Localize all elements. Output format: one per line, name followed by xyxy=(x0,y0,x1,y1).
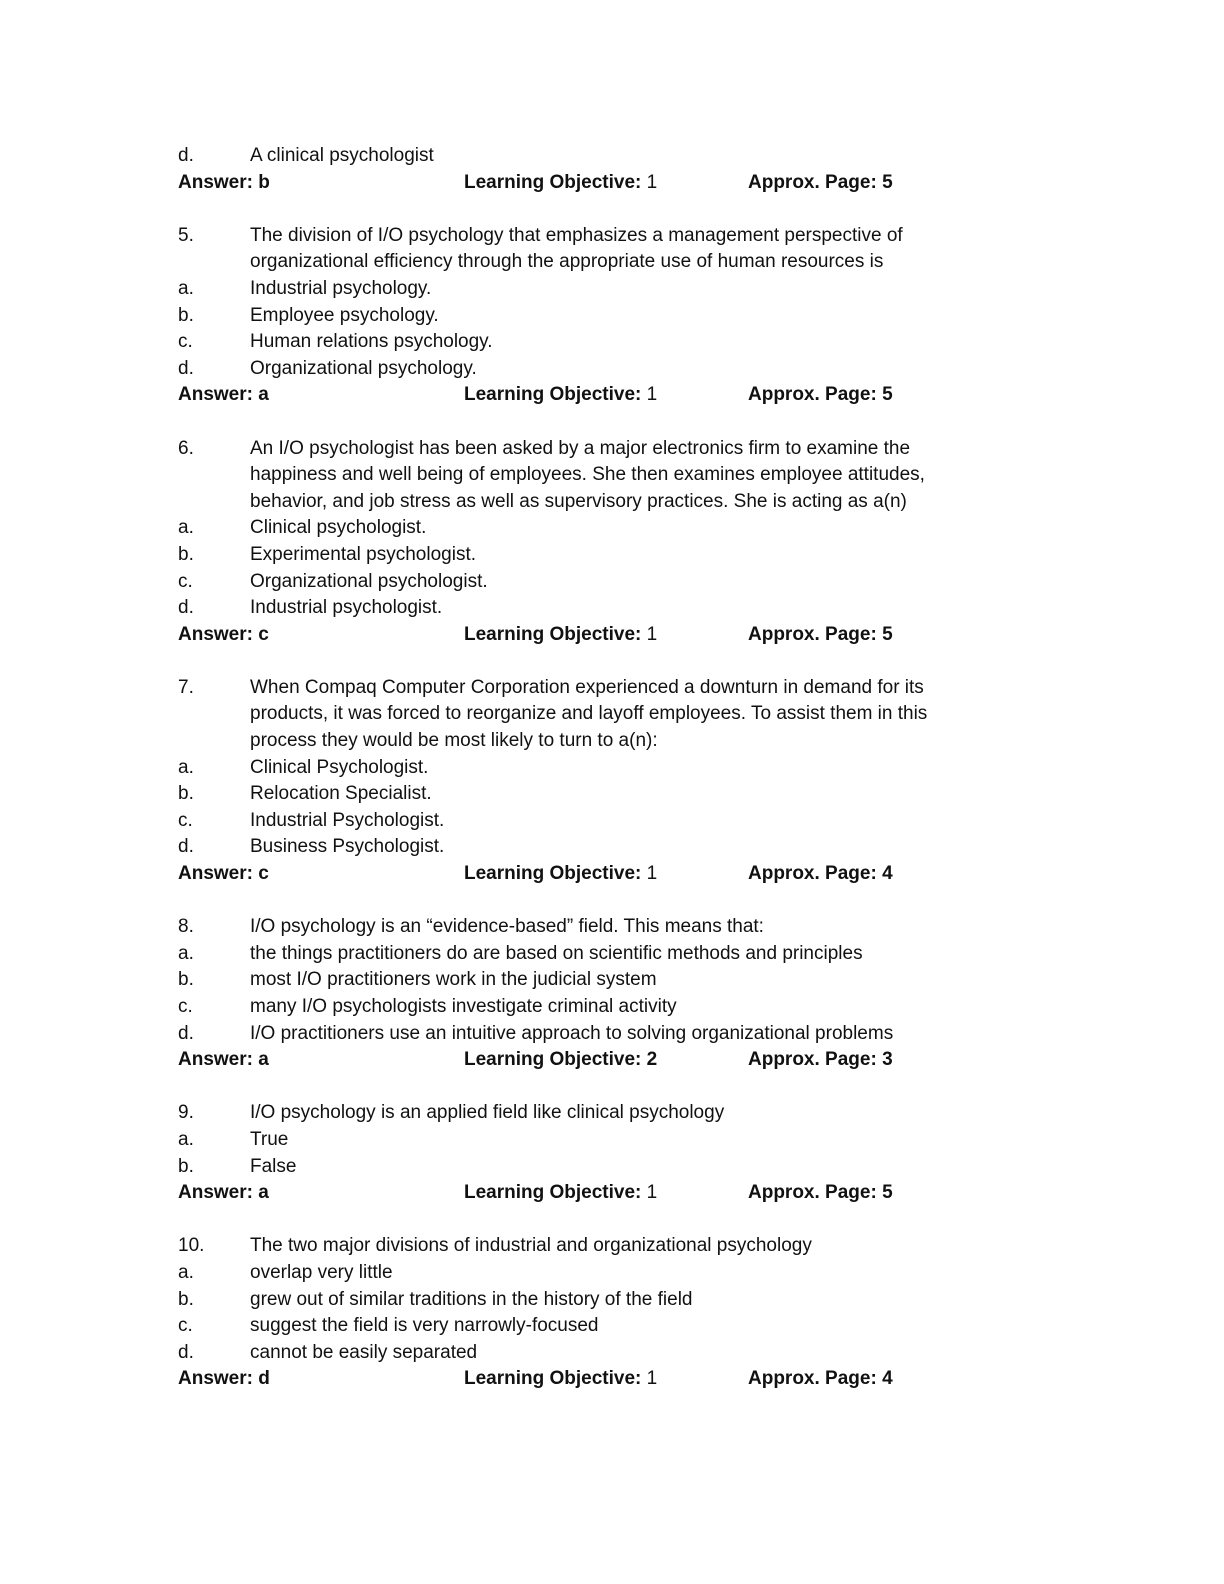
option-text: Industrial Psychologist. xyxy=(250,809,445,831)
question-stem-line xyxy=(178,223,1038,250)
question-stem-line xyxy=(178,489,1038,516)
option-text: False xyxy=(250,1155,297,1177)
option-line xyxy=(178,781,1038,808)
option-line xyxy=(178,1154,1038,1181)
option-line xyxy=(178,276,1038,303)
option-line xyxy=(178,941,1038,968)
option-letter: d. xyxy=(178,1022,194,1044)
option-text: the things practitioners do are based on scientific methods and principles xyxy=(250,942,863,964)
option-line xyxy=(178,834,1038,861)
question-stem: happiness and well being of employees. She then examines employee attitudes, xyxy=(250,464,925,486)
option-line xyxy=(178,1127,1038,1154)
option-line xyxy=(178,569,1038,596)
learning-objective-label: Learning Objective: xyxy=(464,1182,642,1204)
option-text: Clinical psychologist. xyxy=(250,517,427,539)
learning-objective-label: Learning Objective: 2 xyxy=(464,1049,658,1071)
option-letter: d. xyxy=(178,836,194,858)
question-number xyxy=(178,489,250,516)
option-line xyxy=(178,515,1038,542)
question-number: 8. xyxy=(178,916,194,938)
option-letter: a. xyxy=(178,1128,194,1150)
answer-key: Answer: c xyxy=(178,863,269,885)
learning-objective-label: Learning Objective: xyxy=(464,171,642,193)
question-7 xyxy=(178,675,1038,888)
option-letter: b. xyxy=(178,304,194,326)
question-number: 5. xyxy=(178,224,194,246)
option-text: many I/O psychologists investigate criminal activity xyxy=(250,996,677,1017)
question-stem-line xyxy=(178,675,1038,702)
question-8 xyxy=(178,914,1038,1074)
answer-key: Answer: d xyxy=(178,1368,270,1390)
option-text: cannot be easily separated xyxy=(250,1341,478,1363)
option-line xyxy=(178,356,1038,383)
approx-page: Approx. Page: 4 xyxy=(748,863,893,885)
option-line xyxy=(178,1287,1038,1314)
learning-objective-value: 1 xyxy=(641,623,658,645)
question-stem-line xyxy=(178,728,1038,755)
learning-objective-value: 1 xyxy=(641,384,658,406)
option-letter: c. xyxy=(178,809,193,831)
learning-objective-label: Learning Objective: xyxy=(464,863,642,885)
option-line xyxy=(178,967,1038,994)
option-line xyxy=(178,808,1038,835)
approx-page: Approx. Page: 4 xyxy=(748,1368,893,1390)
option-letter: d. xyxy=(178,1341,194,1363)
option-letter: a. xyxy=(178,517,194,539)
question-5 xyxy=(178,223,1038,409)
option-line xyxy=(178,1260,1038,1287)
answer-key: Answer: a xyxy=(178,384,269,406)
answer-key: Answer: a xyxy=(178,1182,269,1204)
question-stem-line xyxy=(178,436,1038,463)
question-number xyxy=(178,249,250,276)
question-stem: I/O psychology is an “evidence-based” field. This means that: xyxy=(250,916,764,938)
question-stem-line xyxy=(178,462,1038,489)
option-text: Experimental psychologist. xyxy=(250,543,476,565)
question-stem: The two major divisions of industrial and organizational psychology xyxy=(250,1235,812,1257)
question-10 xyxy=(178,1233,1038,1393)
option-text: A clinical psychologist xyxy=(250,145,434,166)
option-letter: d. xyxy=(178,145,194,166)
option-text: Human relations psychology. xyxy=(250,331,493,353)
learning-objective-label: Learning Objective: xyxy=(464,384,642,406)
answer-line xyxy=(178,382,1038,409)
option-text: I/O practitioners use an intuitive approach to solving organizational problems xyxy=(250,1022,894,1044)
answer-line xyxy=(178,170,1038,197)
option-line xyxy=(178,303,1038,330)
question-stem-line xyxy=(178,1100,1038,1127)
option-text: Industrial psychology. xyxy=(250,277,432,299)
option-text: Employee psychology. xyxy=(250,304,439,326)
option-letter: c. xyxy=(178,1315,193,1337)
learning-objective xyxy=(464,861,748,888)
question-stem: I/O psychology is an applied field like clinical psychology xyxy=(250,1102,725,1124)
answer-key: Answer: a xyxy=(178,1049,269,1071)
learning-objective-value: 1 xyxy=(641,863,658,885)
question-number: 10. xyxy=(178,1235,205,1257)
question-number: 7. xyxy=(178,676,194,698)
question-number xyxy=(178,728,250,755)
answer-line xyxy=(178,1180,1038,1207)
option-letter: b. xyxy=(178,783,194,805)
spacer xyxy=(178,648,1038,675)
learning-objective-value: 1 xyxy=(641,1368,658,1390)
spacer xyxy=(178,1207,1038,1234)
question-stem: When Compaq Computer Corporation experienced a downturn in demand for its xyxy=(250,676,924,698)
option-line xyxy=(178,329,1038,356)
option-line xyxy=(178,994,1038,1021)
learning-objective xyxy=(464,1047,748,1074)
option-line xyxy=(178,1021,1038,1048)
option-text: most I/O practitioners work in the judicial system xyxy=(250,969,657,991)
question-stem: products, it was forced to reorganize and layoff employees. To assist them in this xyxy=(250,703,928,725)
approx-page: Approx. Page: 5 xyxy=(748,384,893,406)
learning-objective-label: Learning Objective: xyxy=(464,623,642,645)
learning-objective xyxy=(464,382,748,409)
learning-objective xyxy=(464,1366,748,1393)
question-stem-line xyxy=(178,249,1038,276)
question-number: 6. xyxy=(178,437,194,459)
answer-key: Answer: b xyxy=(178,171,270,193)
question-stem: An I/O psychologist has been asked by a major electronics firm to examine the xyxy=(250,437,911,459)
option-letter: c. xyxy=(178,996,193,1017)
approx-page: Approx. Page: 5 xyxy=(748,171,893,193)
option-text: Business Psychologist. xyxy=(250,836,445,858)
option-letter: b. xyxy=(178,1155,194,1177)
option-letter: a. xyxy=(178,1261,194,1283)
option-letter: b. xyxy=(178,1288,194,1310)
answer-key: Answer: c xyxy=(178,623,269,645)
answer-line xyxy=(178,1047,1038,1074)
question-number: 9. xyxy=(178,1102,194,1124)
answer-line xyxy=(178,1366,1038,1393)
learning-objective xyxy=(464,1180,748,1207)
question-stem-line xyxy=(178,701,1038,728)
spacer xyxy=(178,409,1038,436)
question-number xyxy=(178,701,250,728)
question-list xyxy=(178,143,1038,1393)
option-line xyxy=(178,755,1038,782)
approx-page: Approx. Page: 5 xyxy=(748,623,893,645)
option-text: suggest the field is very narrowly-focused xyxy=(250,1315,599,1337)
option-text: Clinical Psychologist. xyxy=(250,756,429,778)
option-text: Relocation Specialist. xyxy=(250,783,432,805)
question-stem: organizational efficiency through the appropriate use of human resources is xyxy=(250,251,884,273)
option-text: overlap very little xyxy=(250,1261,393,1283)
spacer xyxy=(178,1074,1038,1101)
option-letter: b. xyxy=(178,543,194,565)
learning-objective xyxy=(464,170,748,197)
learning-objective xyxy=(464,622,748,649)
option-letter: b. xyxy=(178,969,194,991)
option-letter: d. xyxy=(178,597,194,619)
option-line xyxy=(178,1313,1038,1340)
option-text: Industrial psychologist. xyxy=(250,597,443,619)
question-stem: process they would be most likely to turn to a(n): xyxy=(250,730,658,752)
answer-line xyxy=(178,861,1038,888)
question-stem: behavior, and job stress as well as supervisory practices. She is acting as a(n) xyxy=(250,490,907,512)
question-stem: The division of I/O psychology that emphasizes a management perspective of xyxy=(250,224,903,246)
learning-objective-value: 1 xyxy=(641,171,658,193)
approx-page: Approx. Page: 5 xyxy=(748,1182,893,1204)
option-text: Organizational psychology. xyxy=(250,357,477,379)
question-stem-line xyxy=(178,914,1038,941)
question-6 xyxy=(178,436,1038,649)
question-stem-line xyxy=(178,1233,1038,1260)
option-text: True xyxy=(250,1128,289,1150)
option-line xyxy=(178,542,1038,569)
question-9 xyxy=(178,1100,1038,1206)
option-letter: c. xyxy=(178,331,193,353)
spacer xyxy=(178,196,1038,223)
option-text: Organizational psychologist. xyxy=(250,570,488,592)
option-line xyxy=(178,595,1038,622)
option-letter: a. xyxy=(178,942,194,964)
option-letter: a. xyxy=(178,756,194,778)
option-text: grew out of similar traditions in the history of the field xyxy=(250,1288,693,1310)
option-letter: c. xyxy=(178,570,193,592)
spacer xyxy=(178,888,1038,915)
learning-objective-label: Learning Objective: xyxy=(464,1368,642,1390)
learning-objective-value: 1 xyxy=(641,1182,658,1204)
answer-line xyxy=(178,622,1038,649)
approx-page: Approx. Page: 3 xyxy=(748,1049,893,1071)
question-number xyxy=(178,462,250,489)
option-letter: a. xyxy=(178,277,194,299)
option-line xyxy=(178,143,1038,170)
option-letter: d. xyxy=(178,357,194,379)
option-line xyxy=(178,1340,1038,1367)
